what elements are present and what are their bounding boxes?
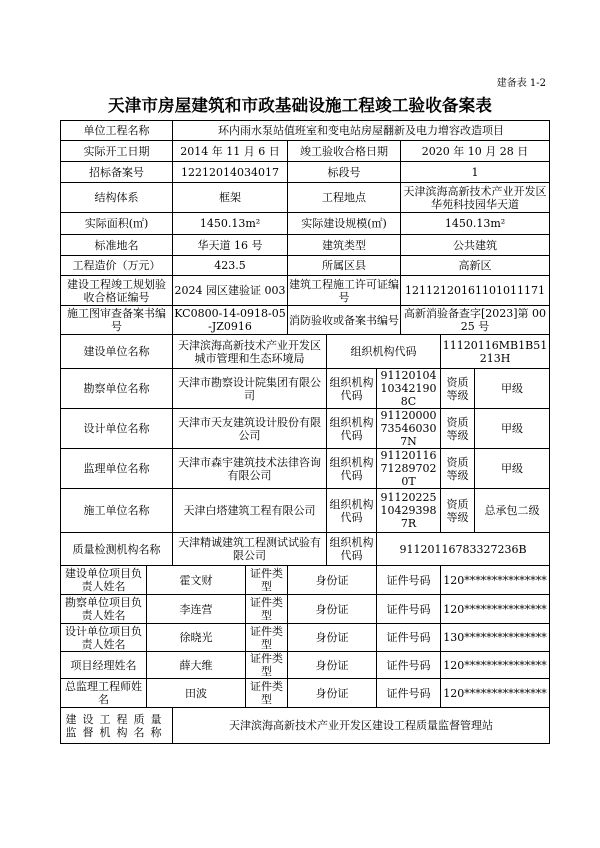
- survey-qual-grade: 甲级: [475, 369, 550, 409]
- row-construction: [61, 489, 550, 533]
- area-label: 实际面积(㎡): [61, 213, 173, 235]
- row-cost: [61, 256, 550, 276]
- supervisor-label: 建设工程质量监督机构名称: [61, 708, 173, 744]
- structure-label: 结构体系: [61, 183, 173, 213]
- acceptance-date-label: 竣工验收合格日期: [288, 141, 401, 162]
- planning-cert-value: 2024 园区建验证 003: [173, 276, 288, 306]
- person-role: 总监理工程师姓名: [61, 679, 147, 708]
- row-planning: [61, 276, 550, 306]
- row-dates: [61, 141, 550, 162]
- person-role: 勘察单位项目负责人姓名: [61, 595, 147, 624]
- district-label: 所属区县: [288, 256, 401, 276]
- acceptance-filing-form: [60, 120, 550, 744]
- person-name: 田波: [147, 679, 246, 708]
- testing-org-code-label: 组织机构代码: [327, 533, 377, 566]
- construction-org-code: 91120225104293987R: [377, 489, 441, 533]
- design-label: 设计单位名称: [61, 409, 173, 449]
- construction-permit-value: 12112120161101011171: [401, 276, 550, 306]
- fire-acceptance-value: 高新消验备查字[2023]第 0025 号: [401, 306, 550, 335]
- cost-value: 423.5: [173, 256, 288, 276]
- document-code: 建备表 1-2: [496, 78, 546, 89]
- cert-no-label: 证件号码: [377, 566, 441, 595]
- builder-org-code-label: 组织机构代码: [327, 335, 441, 369]
- builder-org-code: 11120116MB1B51213H: [441, 335, 550, 369]
- supervision-org-code-label: 组织机构代码: [327, 449, 377, 489]
- person-role: 项目经理姓名: [61, 652, 147, 679]
- testing-name: 天津精诚建筑工程测试试验有限公司: [173, 533, 327, 566]
- supervision-qual-label: 资质等级: [441, 449, 475, 489]
- cert-no-label: 证件号码: [377, 652, 441, 679]
- survey-org-code-label: 组织机构代码: [327, 369, 377, 409]
- scale-label: 实际建设规模(㎡): [288, 213, 401, 235]
- site-value: 天津滨海高新技术产业开发区华苑科技园华天道: [401, 183, 550, 213]
- construction-permit-label: 建筑工程施工许可证编号: [289, 277, 399, 304]
- cert-no-label: 证件号码: [377, 595, 441, 624]
- survey-org-code: 91120104103421908C: [377, 369, 441, 409]
- design-org-code: 91120000735460307N: [377, 409, 441, 449]
- row-builder: [61, 335, 550, 369]
- planning-cert-label: 建设工程竣工规划验收合格证编号: [61, 276, 173, 306]
- address-value: 华天道 16 号: [173, 235, 288, 256]
- row-person-builder: [61, 566, 550, 595]
- row-address: [61, 235, 550, 256]
- bid-label: 招标备案号: [61, 162, 173, 183]
- cert-type-value: 身份证: [288, 566, 377, 595]
- survey-name: 天津市勘察设计院集团有限公司: [173, 369, 327, 409]
- fire-acceptance-label: 消防验收或备案书编号: [288, 306, 401, 335]
- row-person-chief-supervisor: [61, 679, 550, 708]
- row-supervision: [61, 449, 550, 489]
- cert-type-label: 证件类型: [246, 652, 288, 679]
- cert-no-value: 120***************: [441, 566, 550, 595]
- document-title: 天津市房屋建筑和市政基础设施工程竣工验收备案表: [107, 96, 493, 115]
- design-qual-label: 资质等级: [441, 409, 475, 449]
- row-quality-supervisor: [61, 708, 550, 744]
- cert-type-value: 身份证: [288, 652, 377, 679]
- construction-name: 天津白塔建筑工程有限公司: [173, 489, 327, 533]
- row-person-design: [61, 624, 550, 652]
- scale-value: 1450.13m²: [401, 213, 550, 235]
- construction-label: 施工单位名称: [61, 489, 173, 533]
- cert-no-value: 120***************: [441, 679, 550, 708]
- survey-label: 勘察单位名称: [61, 369, 173, 409]
- drawing-review-label: 施工图审查备案书编号: [61, 306, 173, 335]
- supervision-org-code: 91120116712897020T: [377, 449, 441, 489]
- acceptance-date-value: 2020 年 10 月 28 日: [401, 141, 550, 162]
- design-org-code-label: 组织机构代码: [327, 409, 377, 449]
- design-name: 天津市天友建筑设计股份有限公司: [173, 409, 327, 449]
- supervision-name: 天津市森宇建筑技术法律咨询有限公司: [173, 449, 327, 489]
- cert-type-label: 证件类型: [246, 679, 288, 708]
- building-type-label: 建筑类型: [288, 235, 401, 256]
- builder-label: 建设单位名称: [61, 335, 173, 369]
- district-value: 高新区: [401, 256, 550, 276]
- drawing-review-value: KC0800-14-0918-05-JZ0916: [174, 307, 286, 333]
- unit-project-label: 单位工程名称: [61, 121, 173, 141]
- survey-qual-label: 资质等级: [441, 369, 475, 409]
- cert-type-label: 证件类型: [246, 595, 288, 624]
- person-name: 徐晓光: [147, 624, 246, 652]
- row-person-survey: [61, 595, 550, 624]
- row-area: [61, 213, 550, 235]
- cert-no-value: 120***************: [441, 595, 550, 624]
- testing-label: 质量检测机构名称: [61, 533, 173, 566]
- person-role: 设计单位项目负责人姓名: [61, 624, 147, 652]
- construction-org-code-label: 组织机构代码: [327, 489, 377, 533]
- person-name: 李连营: [147, 595, 246, 624]
- cert-no-value: 130***************: [441, 624, 550, 652]
- testing-org-code: 91120116783327236B: [377, 533, 550, 566]
- row-design: [61, 409, 550, 449]
- person-name: 薛大维: [147, 652, 246, 679]
- row-survey: [61, 369, 550, 409]
- cost-label: 工程造价（万元）: [61, 256, 173, 276]
- section-label: 标段号: [288, 162, 401, 183]
- person-role: 建设单位项目负责人姓名: [61, 566, 147, 595]
- cert-type-value: 身份证: [288, 679, 377, 708]
- supervision-label: 监理单位名称: [61, 449, 173, 489]
- construction-qual-label: 资质等级: [441, 489, 475, 533]
- building-type-value: 公共建筑: [401, 235, 550, 256]
- site-label: 工程地点: [288, 183, 401, 213]
- supervisor-value: 天津滨海高新技术产业开发区建设工程质量监督管理站: [173, 708, 550, 744]
- structure-value: 框架: [173, 183, 288, 213]
- start-date-value: 2014 年 11 月 6 日: [173, 141, 288, 162]
- address-label: 标准地名: [61, 235, 173, 256]
- builder-name: 天津滨海高新技术产业开发区城市管理和生态环境局: [173, 335, 327, 369]
- row-unit-project: [61, 121, 550, 141]
- cert-no-value: 120***************: [441, 652, 550, 679]
- person-name: 霍文财: [147, 566, 246, 595]
- bid-value: 12212014034017: [173, 162, 288, 183]
- design-qual-grade: 甲级: [475, 409, 550, 449]
- row-drawing: [61, 306, 550, 335]
- cert-type-value: 身份证: [288, 624, 377, 652]
- row-person-pm: [61, 652, 550, 679]
- row-testing: [61, 533, 550, 566]
- cert-type-label: 证件类型: [246, 566, 288, 595]
- construction-qual-grade: 总承包二级: [475, 489, 550, 533]
- row-bid: [61, 162, 550, 183]
- cert-type-label: 证件类型: [246, 624, 288, 652]
- cert-no-label: 证件号码: [377, 624, 441, 652]
- supervision-qual-grade: 甲级: [475, 449, 550, 489]
- unit-project-value: 环内雨水泵站值班室和变电站房屋翻新及电力增容改造项目: [173, 121, 550, 141]
- cert-type-value: 身份证: [288, 595, 377, 624]
- cert-no-label: 证件号码: [377, 679, 441, 708]
- section-value: 1: [401, 162, 550, 183]
- area-value: 1450.13m²: [173, 213, 288, 235]
- row-structure: [61, 183, 550, 213]
- start-date-label: 实际开工日期: [61, 141, 173, 162]
